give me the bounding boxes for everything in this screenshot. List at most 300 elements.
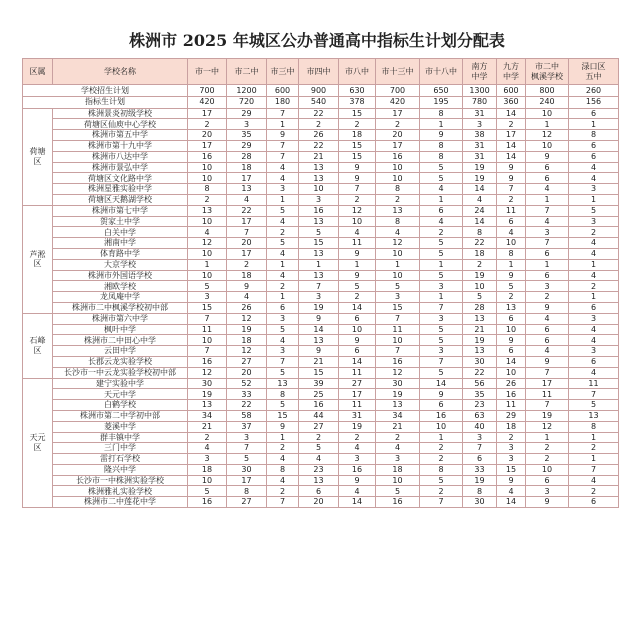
- value-cell: 20: [227, 367, 267, 378]
- value-cell: 2: [339, 432, 376, 443]
- value-cell: 9: [526, 302, 569, 313]
- value-cell: 3: [188, 292, 227, 303]
- value-cell: 38: [463, 130, 497, 141]
- value-cell: 2: [339, 292, 376, 303]
- value-cell: 5: [569, 400, 619, 411]
- value-cell: 9: [526, 356, 569, 367]
- school-name-cell: 龙凤庵中学: [53, 292, 188, 303]
- value-cell: 13: [188, 205, 227, 216]
- value-cell: 3: [569, 346, 619, 357]
- value-cell: 16: [188, 151, 227, 162]
- value-cell: 16: [188, 497, 227, 508]
- value-cell: 14: [497, 356, 526, 367]
- table-row: [23, 443, 619, 454]
- value-cell: 4: [463, 194, 497, 205]
- plan-value-cell: 630: [339, 85, 376, 97]
- value-cell: 13: [299, 248, 339, 259]
- value-cell: 1: [420, 259, 463, 270]
- value-cell: 18: [497, 421, 526, 432]
- value-cell: 4: [227, 292, 267, 303]
- value-cell: 9: [339, 248, 376, 259]
- value-cell: 6: [526, 248, 569, 259]
- value-cell: 17: [376, 108, 420, 119]
- value-cell: 5: [376, 281, 420, 292]
- value-cell: 56: [463, 378, 497, 389]
- value-cell: 9: [497, 162, 526, 173]
- school-name-cell: 雷打石学校: [53, 454, 188, 465]
- value-cell: 7: [376, 313, 420, 324]
- table-row: [23, 486, 619, 497]
- value-cell: 10: [188, 475, 227, 486]
- value-cell: 4: [497, 486, 526, 497]
- value-cell: 58: [227, 410, 267, 421]
- value-cell: 7: [526, 238, 569, 249]
- table-row: [23, 270, 619, 281]
- plan-value-cell: 1300: [463, 85, 497, 97]
- table-row: [23, 281, 619, 292]
- header-col: 市二中 枫溪学校: [526, 59, 569, 85]
- value-cell: 33: [227, 389, 267, 400]
- value-cell: 22: [227, 205, 267, 216]
- value-cell: 8: [420, 108, 463, 119]
- plan-value-cell: 180: [267, 96, 299, 108]
- value-cell: 2: [526, 454, 569, 465]
- value-cell: 17: [339, 389, 376, 400]
- value-cell: 19: [299, 302, 339, 313]
- value-cell: 9: [339, 162, 376, 173]
- value-cell: 6: [463, 454, 497, 465]
- value-cell: 14: [339, 302, 376, 313]
- value-cell: 10: [188, 162, 227, 173]
- value-cell: 9: [339, 475, 376, 486]
- value-cell: 27: [299, 421, 339, 432]
- value-cell: 5: [188, 281, 227, 292]
- value-cell: 29: [497, 410, 526, 421]
- value-cell: 16: [299, 400, 339, 411]
- value-cell: 4: [526, 346, 569, 357]
- value-cell: 28: [227, 151, 267, 162]
- value-cell: 17: [227, 475, 267, 486]
- value-cell: 26: [227, 302, 267, 313]
- value-cell: 17: [188, 108, 227, 119]
- value-cell: 5: [420, 475, 463, 486]
- value-cell: 10: [188, 270, 227, 281]
- value-cell: 14: [463, 216, 497, 227]
- table-row: [23, 464, 619, 475]
- value-cell: 4: [569, 324, 619, 335]
- value-cell: 13: [267, 378, 299, 389]
- header-col: 市十八中: [420, 59, 463, 85]
- value-cell: 8: [376, 184, 420, 195]
- value-cell: 2: [227, 259, 267, 270]
- value-cell: 16: [497, 389, 526, 400]
- school-name-cell: 株洲星雅实验中学: [53, 184, 188, 195]
- value-cell: 20: [376, 130, 420, 141]
- value-cell: 16: [420, 410, 463, 421]
- value-cell: 2: [569, 443, 619, 454]
- value-cell: 8: [420, 140, 463, 151]
- value-cell: 12: [188, 238, 227, 249]
- value-cell: 2: [420, 443, 463, 454]
- value-cell: 2: [420, 454, 463, 465]
- value-cell: 52: [227, 378, 267, 389]
- table-row: [23, 432, 619, 443]
- value-cell: 10: [376, 162, 420, 173]
- school-name-cell: 株洲市第十九中学: [53, 140, 188, 151]
- district-cell: 荷塘 区: [23, 108, 53, 205]
- plan-value-cell: 600: [497, 85, 526, 97]
- value-cell: 1: [526, 119, 569, 130]
- value-cell: 31: [463, 108, 497, 119]
- value-cell: 5: [463, 292, 497, 303]
- plan-value-cell: 700: [188, 85, 227, 97]
- value-cell: 3: [569, 216, 619, 227]
- value-cell: 4: [267, 248, 299, 259]
- plan-value-cell: 900: [299, 85, 339, 97]
- value-cell: 13: [569, 410, 619, 421]
- value-cell: 3: [526, 227, 569, 238]
- value-cell: 5: [299, 443, 339, 454]
- header-district: 区属: [23, 59, 53, 85]
- value-cell: 7: [569, 389, 619, 400]
- value-cell: 31: [463, 140, 497, 151]
- table-row: [23, 346, 619, 357]
- value-cell: 6: [339, 313, 376, 324]
- table-row: [23, 194, 619, 205]
- value-cell: 4: [569, 162, 619, 173]
- value-cell: 1: [339, 259, 376, 270]
- value-cell: 6: [526, 173, 569, 184]
- plan-value-cell: 700: [376, 85, 420, 97]
- value-cell: 23: [299, 464, 339, 475]
- plan-value-cell: 156: [569, 96, 619, 108]
- value-cell: 10: [497, 324, 526, 335]
- school-name-cell: 株洲市外国语学校: [53, 270, 188, 281]
- value-cell: 2: [376, 194, 420, 205]
- value-cell: 19: [188, 389, 227, 400]
- value-cell: 7: [267, 497, 299, 508]
- value-cell: 17: [227, 173, 267, 184]
- plan-value-cell: 1200: [227, 85, 267, 97]
- school-name-cell: 三门中学: [53, 443, 188, 454]
- value-cell: 13: [299, 335, 339, 346]
- value-cell: 44: [299, 410, 339, 421]
- school-name-cell: 湘南中学: [53, 238, 188, 249]
- school-name-cell: 株洲市第七中学: [53, 205, 188, 216]
- value-cell: 7: [420, 302, 463, 313]
- value-cell: 4: [267, 454, 299, 465]
- value-cell: 11: [339, 400, 376, 411]
- value-cell: 18: [188, 464, 227, 475]
- table-row: [23, 356, 619, 367]
- value-cell: 9: [526, 497, 569, 508]
- plan-value-cell: 420: [376, 96, 420, 108]
- value-cell: 10: [188, 173, 227, 184]
- school-name-cell: 株洲市二中田心中学: [53, 335, 188, 346]
- value-cell: 5: [299, 227, 339, 238]
- value-cell: 10: [526, 140, 569, 151]
- value-cell: 22: [227, 400, 267, 411]
- school-name-cell: 荷塘区仙庾中心学校: [53, 119, 188, 130]
- table-row: [23, 367, 619, 378]
- value-cell: 37: [227, 421, 267, 432]
- value-cell: 5: [267, 324, 299, 335]
- table-row: [23, 151, 619, 162]
- table-row: [23, 259, 619, 270]
- value-cell: 40: [463, 421, 497, 432]
- value-cell: 4: [299, 454, 339, 465]
- value-cell: 13: [299, 162, 339, 173]
- value-cell: 4: [569, 248, 619, 259]
- value-cell: 17: [227, 216, 267, 227]
- value-cell: 30: [227, 464, 267, 475]
- value-cell: 13: [299, 173, 339, 184]
- value-cell: 20: [227, 238, 267, 249]
- value-cell: 9: [497, 173, 526, 184]
- school-name-cell: 群丰镇中学: [53, 432, 188, 443]
- value-cell: 5: [420, 324, 463, 335]
- value-cell: 2: [497, 432, 526, 443]
- value-cell: 6: [420, 400, 463, 411]
- value-cell: 8: [376, 216, 420, 227]
- table-row: [23, 475, 619, 486]
- value-cell: 8: [569, 421, 619, 432]
- value-cell: 10: [463, 281, 497, 292]
- value-cell: 3: [569, 184, 619, 195]
- value-cell: 7: [267, 108, 299, 119]
- value-cell: 6: [299, 486, 339, 497]
- value-cell: 14: [463, 184, 497, 195]
- value-cell: 4: [569, 475, 619, 486]
- value-cell: 11: [339, 238, 376, 249]
- table-row: [23, 108, 619, 119]
- value-cell: 9: [497, 475, 526, 486]
- value-cell: 28: [463, 302, 497, 313]
- value-cell: 6: [497, 346, 526, 357]
- value-cell: 1: [569, 259, 619, 270]
- value-cell: 19: [463, 162, 497, 173]
- value-cell: 1: [569, 292, 619, 303]
- value-cell: 16: [376, 356, 420, 367]
- value-cell: 6: [526, 335, 569, 346]
- table-row: [23, 248, 619, 259]
- value-cell: 13: [299, 270, 339, 281]
- value-cell: 13: [376, 400, 420, 411]
- value-cell: 13: [463, 313, 497, 324]
- value-cell: 1: [267, 432, 299, 443]
- value-cell: 34: [188, 410, 227, 421]
- value-cell: 15: [267, 410, 299, 421]
- value-cell: 7: [376, 346, 420, 357]
- value-cell: 1: [497, 259, 526, 270]
- value-cell: 33: [463, 464, 497, 475]
- value-cell: 19: [376, 389, 420, 400]
- value-cell: 15: [339, 140, 376, 151]
- table-row: [23, 140, 619, 151]
- value-cell: 6: [526, 324, 569, 335]
- value-cell: 30: [376, 378, 420, 389]
- value-cell: 4: [376, 227, 420, 238]
- header-col: 市八中: [339, 59, 376, 85]
- value-cell: 7: [267, 151, 299, 162]
- plan-value-cell: 360: [497, 96, 526, 108]
- value-cell: 4: [188, 227, 227, 238]
- school-name-cell: 枫叶中学: [53, 324, 188, 335]
- value-cell: 5: [267, 205, 299, 216]
- value-cell: 15: [497, 464, 526, 475]
- value-cell: 4: [526, 313, 569, 324]
- value-cell: 19: [463, 270, 497, 281]
- value-cell: 3: [526, 486, 569, 497]
- value-cell: 4: [339, 227, 376, 238]
- table-row: [23, 335, 619, 346]
- table-row: [23, 216, 619, 227]
- school-name-cell: 白关中学: [53, 227, 188, 238]
- value-cell: 3: [267, 184, 299, 195]
- table-row: [23, 313, 619, 324]
- table-row: [23, 119, 619, 130]
- value-cell: 6: [569, 302, 619, 313]
- value-cell: 2: [526, 292, 569, 303]
- school-name-cell: 荷塘区天鹅湖学校: [53, 194, 188, 205]
- value-cell: 7: [420, 356, 463, 367]
- value-cell: 10: [376, 335, 420, 346]
- value-cell: 2: [299, 119, 339, 130]
- value-cell: 18: [227, 270, 267, 281]
- value-cell: 4: [267, 216, 299, 227]
- header-col: 渌口区 五中: [569, 59, 619, 85]
- school-name-cell: 株洲市二中枫溪学校初中部: [53, 302, 188, 313]
- value-cell: 10: [339, 216, 376, 227]
- value-cell: 12: [526, 130, 569, 141]
- value-cell: 2: [339, 119, 376, 130]
- value-cell: 4: [267, 173, 299, 184]
- value-cell: 12: [526, 421, 569, 432]
- value-cell: 22: [463, 238, 497, 249]
- value-cell: 4: [420, 184, 463, 195]
- value-cell: 3: [420, 313, 463, 324]
- value-cell: 19: [339, 421, 376, 432]
- page-title: 株洲市 2025 年城区公办普通高中指标生计划分配表: [129, 31, 505, 50]
- table-row: [23, 410, 619, 421]
- school-name-cell: 株洲市第二中学初中部: [53, 410, 188, 421]
- plan-value-cell: 650: [420, 85, 463, 97]
- table-row: [23, 497, 619, 508]
- value-cell: 6: [569, 140, 619, 151]
- school-name-cell: 荷塘区文化路中学: [53, 173, 188, 184]
- value-cell: 13: [299, 475, 339, 486]
- value-cell: 1: [267, 292, 299, 303]
- value-cell: 9: [526, 151, 569, 162]
- value-cell: 4: [526, 216, 569, 227]
- value-cell: 10: [420, 421, 463, 432]
- value-cell: 6: [497, 313, 526, 324]
- value-cell: 5: [420, 335, 463, 346]
- value-cell: 2: [420, 227, 463, 238]
- value-cell: 12: [227, 313, 267, 324]
- value-cell: 10: [376, 248, 420, 259]
- value-cell: 7: [526, 400, 569, 411]
- table-row: [23, 173, 619, 184]
- value-cell: 4: [267, 335, 299, 346]
- value-cell: 7: [188, 346, 227, 357]
- value-cell: 10: [376, 270, 420, 281]
- plan-row-label: 指标生计划: [23, 96, 188, 108]
- value-cell: 9: [420, 130, 463, 141]
- school-name-cell: 株洲市景弘中学: [53, 162, 188, 173]
- value-cell: 27: [227, 497, 267, 508]
- table-row: [23, 389, 619, 400]
- value-cell: 17: [376, 140, 420, 151]
- value-cell: 3: [497, 443, 526, 454]
- table-row: [23, 454, 619, 465]
- header-school: 学校名称: [53, 59, 188, 85]
- table-row: [23, 400, 619, 411]
- value-cell: 19: [463, 173, 497, 184]
- value-cell: 8: [463, 486, 497, 497]
- table-row: [23, 227, 619, 238]
- value-cell: 4: [267, 162, 299, 173]
- value-cell: 10: [526, 108, 569, 119]
- value-cell: 4: [376, 443, 420, 454]
- value-cell: 24: [463, 205, 497, 216]
- value-cell: 17: [188, 140, 227, 151]
- value-cell: 31: [339, 410, 376, 421]
- school-name-cell: 贺家土中学: [53, 216, 188, 227]
- value-cell: 10: [497, 238, 526, 249]
- school-name-cell: 株洲市八达中学: [53, 151, 188, 162]
- value-cell: 8: [420, 151, 463, 162]
- value-cell: 31: [463, 151, 497, 162]
- value-cell: 6: [339, 346, 376, 357]
- district-cell: 天元 区: [23, 378, 53, 508]
- plan-value-cell: 780: [463, 96, 497, 108]
- header-col: 九方 中学: [497, 59, 526, 85]
- value-cell: 17: [526, 378, 569, 389]
- value-cell: 18: [227, 162, 267, 173]
- value-cell: 18: [376, 464, 420, 475]
- value-cell: 14: [497, 108, 526, 119]
- plan-value-cell: 540: [299, 96, 339, 108]
- value-cell: 4: [267, 475, 299, 486]
- value-cell: 11: [526, 389, 569, 400]
- value-cell: 10: [188, 248, 227, 259]
- value-cell: 7: [267, 356, 299, 367]
- value-cell: 7: [339, 184, 376, 195]
- value-cell: 3: [227, 119, 267, 130]
- value-cell: 3: [569, 313, 619, 324]
- value-cell: 34: [376, 410, 420, 421]
- school-name-cell: 株洲雅礼实验学校: [53, 486, 188, 497]
- value-cell: 7: [227, 227, 267, 238]
- value-cell: 13: [463, 346, 497, 357]
- district-cell: 芦淞 区: [23, 205, 53, 313]
- value-cell: 12: [339, 205, 376, 216]
- value-cell: 30: [463, 497, 497, 508]
- value-cell: 15: [188, 302, 227, 313]
- school-name-cell: 长沙市一中株洲实验学校: [53, 475, 188, 486]
- value-cell: 9: [497, 270, 526, 281]
- plan-row: [23, 85, 619, 97]
- value-cell: 26: [497, 378, 526, 389]
- value-cell: 27: [339, 378, 376, 389]
- value-cell: 13: [376, 205, 420, 216]
- value-cell: 17: [227, 248, 267, 259]
- header-col: 南方 中学: [463, 59, 497, 85]
- header-col: 市二中: [227, 59, 267, 85]
- value-cell: 6: [526, 475, 569, 486]
- school-name-cell: 株洲市第六中学: [53, 313, 188, 324]
